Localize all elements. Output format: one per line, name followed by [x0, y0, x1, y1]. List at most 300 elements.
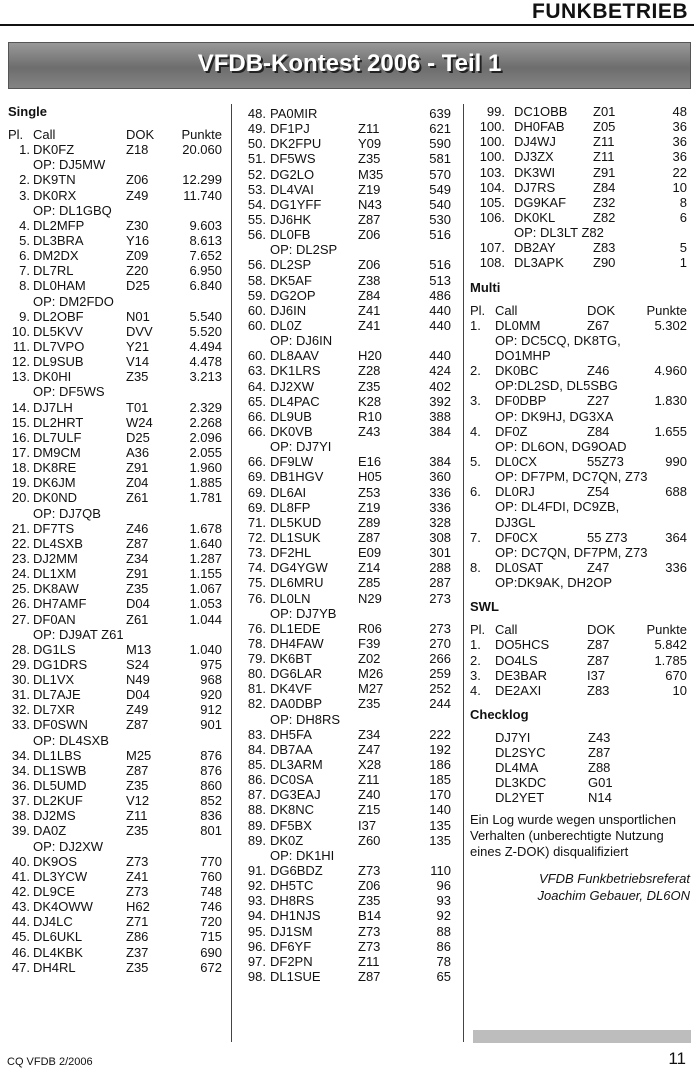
callsign-cell: DF7TS: [33, 520, 75, 536]
dok-cell: Z41: [358, 317, 381, 333]
table-row: [238, 182, 455, 197]
dok-cell: Z35: [358, 696, 381, 712]
dok-cell: I37: [358, 817, 377, 833]
rank-cell: 5.: [470, 453, 481, 469]
dok-cell: E16: [358, 454, 382, 470]
callsign-cell: DL6UKL: [33, 929, 83, 945]
points-cell: 1.960: [189, 460, 222, 476]
rank-cell: 66.: [247, 408, 266, 424]
points-cell: 273: [429, 590, 451, 606]
dok-cell: Z11: [358, 772, 380, 788]
dok-cell: Z41: [358, 302, 381, 318]
rank-cell: 100.: [479, 119, 505, 135]
dok-cell: Z35: [358, 893, 381, 909]
points-cell: 990: [665, 453, 687, 469]
rank-cell: 53.: [247, 181, 266, 197]
callsign-cell: DG1YFF: [270, 196, 322, 212]
rank-cell: 91.: [247, 863, 266, 879]
callsign-cell: DH5TC: [270, 878, 314, 894]
points-cell: 2.268: [189, 414, 222, 430]
callsign-cell: DJ4LC: [33, 914, 73, 930]
dok-cell: Z02: [358, 651, 381, 667]
rank-cell: 87.: [247, 787, 266, 803]
rank-cell: 48.: [247, 106, 266, 121]
rank-cell: 65.: [247, 393, 266, 409]
rank-cell: 34.: [11, 747, 30, 763]
dok-cell: Z35: [126, 778, 149, 794]
table-row: [238, 121, 455, 136]
dok-cell: Z06: [358, 878, 381, 894]
callsign-cell: DL4SXB: [33, 535, 83, 551]
callsign-cell: DL1LBS: [33, 747, 82, 763]
table-row: [470, 653, 690, 668]
points-cell: 860: [200, 778, 222, 794]
callsign-cell: DF0AN: [33, 611, 76, 627]
callsign-cell: DK8NC: [270, 802, 315, 818]
table-row: [238, 818, 455, 833]
dok-cell: K28: [358, 393, 382, 409]
callsign-cell: DF0DBP: [495, 393, 547, 409]
table-row: [8, 914, 225, 929]
rank-cell: 34.: [11, 762, 30, 778]
header-dok: DOK: [587, 302, 616, 318]
table-row: [238, 924, 455, 939]
points-cell: 1.678: [189, 520, 222, 536]
points-cell: 486: [429, 287, 451, 303]
swl-list: [470, 637, 690, 698]
header-dok: DOK: [126, 127, 155, 142]
callsign-cell: DK0RX: [33, 187, 77, 203]
table-row: [238, 424, 455, 439]
rank-cell: 59.: [247, 287, 266, 303]
points-cell: 1.640: [189, 535, 222, 551]
table-row: [238, 106, 455, 121]
table-row: [8, 945, 225, 960]
dok-cell: Z34: [126, 550, 149, 566]
callsign-cell: DF5BX: [270, 817, 312, 833]
operator-line: OP: DF5WS: [33, 384, 105, 400]
rank-cell: 1.: [19, 142, 30, 158]
table-row: [470, 760, 690, 775]
points-cell: 968: [200, 672, 222, 688]
callsign-cell: DL0LN: [270, 590, 311, 606]
rank-cell: 2.: [470, 363, 481, 379]
dok-cell: Z06: [126, 172, 149, 188]
dok-cell: Z35: [358, 151, 381, 167]
callsign-cell: DL4KBK: [33, 944, 83, 960]
dok-cell: Z87: [587, 637, 610, 653]
operator-line: OP: DF7PM, DC7QN, Z73: [495, 469, 648, 485]
dok-cell: N29: [358, 590, 382, 606]
operator-line: OP: DC5CQ, DK8TG,: [495, 332, 621, 348]
rank-cell: 55.: [247, 211, 266, 227]
points-cell: 748: [200, 884, 222, 900]
callsign-cell: DL7RL: [33, 263, 74, 279]
rank-cell: 108.: [479, 255, 505, 271]
points-cell: 2.055: [189, 444, 222, 460]
rank-cell: 82.: [247, 696, 266, 712]
dok-cell: D04: [126, 596, 150, 612]
table-row: [8, 233, 225, 248]
operator-line: OP: DL6ON, DG9OAD: [495, 438, 627, 454]
dok-cell: Z83: [593, 240, 616, 256]
dok-cell: R06: [358, 620, 382, 636]
table-row: [238, 878, 455, 893]
points-cell: 328: [429, 514, 451, 530]
callsign-cell: DK0KL: [514, 209, 556, 225]
rank-cell: 36.: [11, 778, 30, 794]
points-cell: 336: [665, 559, 687, 575]
rank-cell: 9.: [19, 308, 30, 324]
rank-cell: 39.: [11, 823, 30, 839]
dok-cell: D25: [126, 278, 150, 294]
dok-cell: Z89: [358, 514, 381, 530]
points-cell: 516: [429, 227, 451, 243]
points-cell: 440: [429, 317, 451, 333]
dok-cell: Z90: [593, 255, 616, 271]
points-cell: 8: [679, 194, 687, 210]
dok-cell: M13: [126, 641, 152, 657]
callsign-cell: DG9KAF: [514, 194, 567, 210]
rank-cell: 26.: [11, 596, 30, 612]
table-row: [8, 642, 225, 657]
points-cell: 1.830: [654, 393, 687, 409]
header-call: Call: [495, 622, 518, 638]
footer-publication: CQ VFDB 2/2006: [7, 1056, 93, 1068]
rank-cell: 29.: [11, 656, 30, 672]
table-row: [238, 394, 455, 409]
points-cell: 36: [672, 119, 687, 135]
callsign-cell: DL5UMD: [33, 778, 87, 794]
callsign-cell: DJ2MS: [33, 808, 76, 824]
table-row: [470, 775, 690, 790]
table-row: [238, 575, 455, 590]
points-cell: 1: [679, 255, 687, 271]
callsign-cell: DF9LW: [270, 454, 314, 470]
single-column-headers: [8, 127, 225, 142]
points-cell: 9.603: [189, 217, 222, 233]
callsign-cell: DH5FA: [270, 726, 312, 742]
callsign-cell: DJ3ZX: [514, 149, 554, 165]
operator-line: OP: DL2SP: [270, 242, 338, 258]
callsign-cell: DK5AF: [270, 272, 312, 288]
table-row: [238, 348, 455, 363]
table-row: [238, 485, 455, 500]
points-cell: 259: [429, 666, 451, 682]
checklog-list: [470, 730, 690, 806]
dok-cell: Z73: [358, 938, 381, 954]
rank-cell: 63.: [247, 363, 266, 379]
table-row: [8, 566, 225, 581]
table-row: [8, 369, 225, 384]
dok-cell: B14: [358, 908, 382, 924]
callsign-cell: DL6MRU: [270, 575, 324, 591]
callsign-cell: DL1EDE: [270, 620, 321, 636]
points-cell: 912: [200, 702, 222, 718]
page-number: 11: [668, 1049, 686, 1068]
points-cell: 6.840: [189, 278, 222, 294]
rank-cell: 107.: [479, 240, 505, 256]
table-row: [8, 702, 225, 717]
table-row: [8, 581, 225, 596]
rank-cell: 106.: [479, 209, 505, 225]
table-row: [8, 748, 225, 763]
callsign-cell: DK2FPU: [270, 136, 322, 152]
points-cell: 65: [436, 969, 451, 985]
dok-cell: H20: [358, 348, 382, 364]
section-header: FUNKBETRIEB: [532, 0, 688, 23]
table-row: [470, 424, 690, 439]
callsign-cell: DL7XR: [33, 702, 75, 718]
dok-cell: A36: [126, 444, 150, 460]
dok-cell: Z43: [588, 729, 611, 745]
operator-line: OP: DJ2XW: [33, 838, 104, 854]
rank-cell: 1.: [470, 637, 481, 653]
operator-line: OP: DJ7YB: [270, 605, 337, 621]
points-cell: 513: [429, 272, 451, 288]
table-row: [238, 666, 455, 681]
header-rank: Pl.: [470, 622, 486, 638]
table-row: [238, 545, 455, 560]
points-cell: 6: [679, 209, 687, 225]
rank-cell: 16.: [11, 429, 30, 445]
callsign-cell: DF2HL: [270, 545, 312, 561]
dok-cell: Z09: [126, 248, 149, 264]
callsign-cell: DL0SAT: [495, 559, 544, 575]
points-cell: 516: [429, 257, 451, 273]
points-cell: 5.520: [189, 323, 222, 339]
points-cell: 688: [665, 484, 687, 500]
callsign-cell: DH0FAB: [514, 119, 565, 135]
table-row: [8, 475, 225, 490]
rank-cell: 80.: [247, 666, 266, 682]
dok-cell: Z84: [587, 423, 610, 439]
dok-cell: Z43: [358, 423, 381, 439]
dok-cell: Z06: [358, 227, 381, 243]
rank-cell: 97.: [247, 953, 266, 969]
points-cell: 140: [429, 802, 451, 818]
table-row: [238, 727, 455, 742]
table-row: [8, 521, 225, 536]
points-cell: 715: [200, 929, 222, 945]
table-row: [8, 172, 225, 187]
callsign-cell: DL4VAI: [270, 181, 314, 197]
callsign-cell: DJ2XW: [270, 378, 315, 394]
dok-cell: Z87: [358, 529, 381, 545]
points-cell: 222: [429, 726, 451, 742]
dok-cell: T01: [126, 399, 149, 415]
dok-cell: Z61: [126, 490, 149, 506]
dok-cell: Z91: [126, 460, 149, 476]
rank-cell: 73.: [247, 545, 266, 561]
operator-line: OP: DJ6IN: [270, 333, 333, 349]
dok-cell: Z46: [126, 520, 149, 536]
points-cell: 690: [200, 944, 222, 960]
table-row: [238, 651, 455, 666]
callsign-cell: DG6LAR: [270, 666, 323, 682]
single-results-column-1: [8, 104, 225, 975]
rank-cell: 74.: [247, 560, 266, 576]
callsign-cell: DJ1SM: [270, 923, 313, 939]
points-cell: 86: [436, 938, 451, 954]
rank-cell: 64.: [247, 378, 266, 394]
header-rank: Pl.: [470, 302, 486, 318]
callsign-cell: DJ2MM: [33, 550, 78, 566]
rank-cell: 60.: [247, 317, 266, 333]
table-row: [238, 621, 455, 636]
dok-cell: Z73: [358, 923, 381, 939]
dok-cell: M25: [126, 747, 152, 763]
callsign-cell: DL9CE: [33, 884, 75, 900]
dok-cell: Z54: [587, 484, 610, 500]
points-cell: 48: [672, 104, 687, 119]
dok-cell: X28: [358, 757, 382, 773]
points-cell: 540: [429, 196, 451, 212]
points-cell: 639: [429, 106, 451, 121]
table-row: [238, 379, 455, 394]
table-row: [470, 683, 690, 698]
rank-cell: 17.: [11, 444, 30, 460]
article-title: VFDB-Kontest 2006 - Teil 1: [197, 50, 502, 77]
points-cell: 440: [429, 348, 451, 364]
rank-cell: 86.: [247, 772, 266, 788]
rank-cell: 7.: [470, 529, 481, 545]
points-cell: 424: [429, 363, 451, 379]
points-cell: 5: [679, 240, 687, 256]
points-cell: 530: [429, 211, 451, 227]
points-cell: 876: [200, 747, 222, 763]
dok-cell: Z87: [587, 652, 610, 668]
dok-cell: Z84: [358, 287, 381, 303]
callsign-cell: DL4PAC: [270, 393, 320, 409]
callsign-cell: DL0CX: [495, 453, 537, 469]
dok-cell: E09: [358, 545, 382, 561]
points-cell: 192: [429, 741, 451, 757]
table-row: [8, 778, 225, 793]
dok-cell: Z28: [358, 363, 381, 379]
rank-cell: 10.: [11, 323, 30, 339]
rank-cell: 49.: [247, 121, 266, 137]
points-cell: 1.785: [654, 652, 687, 668]
rank-cell: 33.: [11, 717, 30, 733]
rank-cell: 3.: [470, 393, 481, 409]
table-row: [238, 591, 455, 606]
rank-cell: 72.: [247, 529, 266, 545]
rank-cell: 32.: [11, 702, 30, 718]
callsign-cell: DL2SP: [270, 257, 312, 273]
callsign-cell: DL7AJE: [33, 687, 81, 703]
dok-cell: Z53: [358, 484, 381, 500]
points-cell: 12.299: [182, 172, 222, 188]
rank-cell: 1.: [470, 317, 481, 333]
points-cell: 2.096: [189, 429, 222, 445]
points-cell: 1.287: [189, 550, 222, 566]
callsign-cell: DK8AW: [33, 581, 79, 597]
table-row: [8, 960, 225, 975]
table-row: [8, 657, 225, 672]
dok-cell: Z87: [126, 762, 149, 778]
table-row: [8, 672, 225, 687]
table-row: [238, 772, 455, 787]
table-row: [238, 893, 455, 908]
table-row: [8, 763, 225, 778]
table-row: [238, 151, 455, 166]
points-cell: 1.053: [189, 596, 222, 612]
table-row: [238, 515, 455, 530]
points-cell: 621: [429, 121, 451, 137]
rank-cell: 2.: [470, 652, 481, 668]
dok-cell: Z46: [587, 363, 610, 379]
table-row: [470, 255, 690, 270]
rank-cell: 45.: [11, 929, 30, 945]
rank-cell: 104.: [479, 179, 505, 195]
dok-cell: Z15: [358, 802, 381, 818]
callsign-cell: DA0Z: [33, 823, 67, 839]
points-cell: 360: [429, 469, 451, 485]
dok-cell: Z35: [126, 959, 149, 975]
table-row: [238, 288, 455, 303]
points-cell: 266: [429, 651, 451, 667]
dok-cell: Y21: [126, 338, 150, 354]
rank-cell: 69.: [247, 469, 266, 485]
table-row: [8, 354, 225, 369]
callsign-cell: DL2SYC: [495, 745, 546, 761]
table-row: [470, 318, 690, 333]
callsign-cell: DK0ND: [33, 490, 78, 506]
table-row: [8, 324, 225, 339]
points-cell: 4.494: [189, 338, 222, 354]
points-cell: 440: [429, 302, 451, 318]
callsign-cell: DL1SUK: [270, 529, 321, 545]
rank-cell: 78.: [247, 635, 266, 651]
dok-cell: Z34: [358, 726, 381, 742]
dok-cell: Z35: [126, 581, 149, 597]
rank-cell: 84.: [247, 741, 266, 757]
dok-cell: Z83: [587, 682, 610, 698]
callsign-cell: DL0Z: [270, 317, 302, 333]
dok-cell: Z14: [358, 560, 381, 576]
rank-cell: 6.: [470, 484, 481, 500]
rank-cell: 76.: [247, 620, 266, 636]
dok-cell: Z67: [587, 317, 610, 333]
callsign-cell: DL7VPO: [33, 338, 85, 354]
points-cell: 6.950: [189, 263, 222, 279]
points-cell: 336: [429, 499, 451, 515]
callsign-cell: DH4RL: [33, 959, 76, 975]
checklog-heading: Checklog: [470, 706, 529, 722]
rank-cell: 83.: [247, 726, 266, 742]
callsign-cell: DK0VB: [270, 423, 313, 439]
table-row: [8, 400, 225, 415]
column-divider-right: [463, 104, 464, 1042]
points-cell: 5.302: [654, 317, 687, 333]
points-cell: 2.329: [189, 399, 222, 415]
table-row: [238, 742, 455, 757]
callsign-cell: DL2MFP: [33, 217, 85, 233]
table-row: [238, 802, 455, 817]
table-row: [470, 745, 690, 760]
rank-cell: 30.: [11, 672, 30, 688]
points-cell: 3.213: [189, 369, 222, 385]
dok-cell: Z49: [126, 187, 149, 203]
table-row: [8, 823, 225, 838]
dok-cell: Z71: [126, 914, 149, 930]
rank-cell: 3.: [19, 187, 30, 203]
dok-cell: Z40: [358, 787, 381, 803]
callsign-cell: DK0Z: [270, 832, 304, 848]
single-heading: Single: [8, 104, 48, 119]
rank-cell: 71.: [247, 514, 266, 530]
